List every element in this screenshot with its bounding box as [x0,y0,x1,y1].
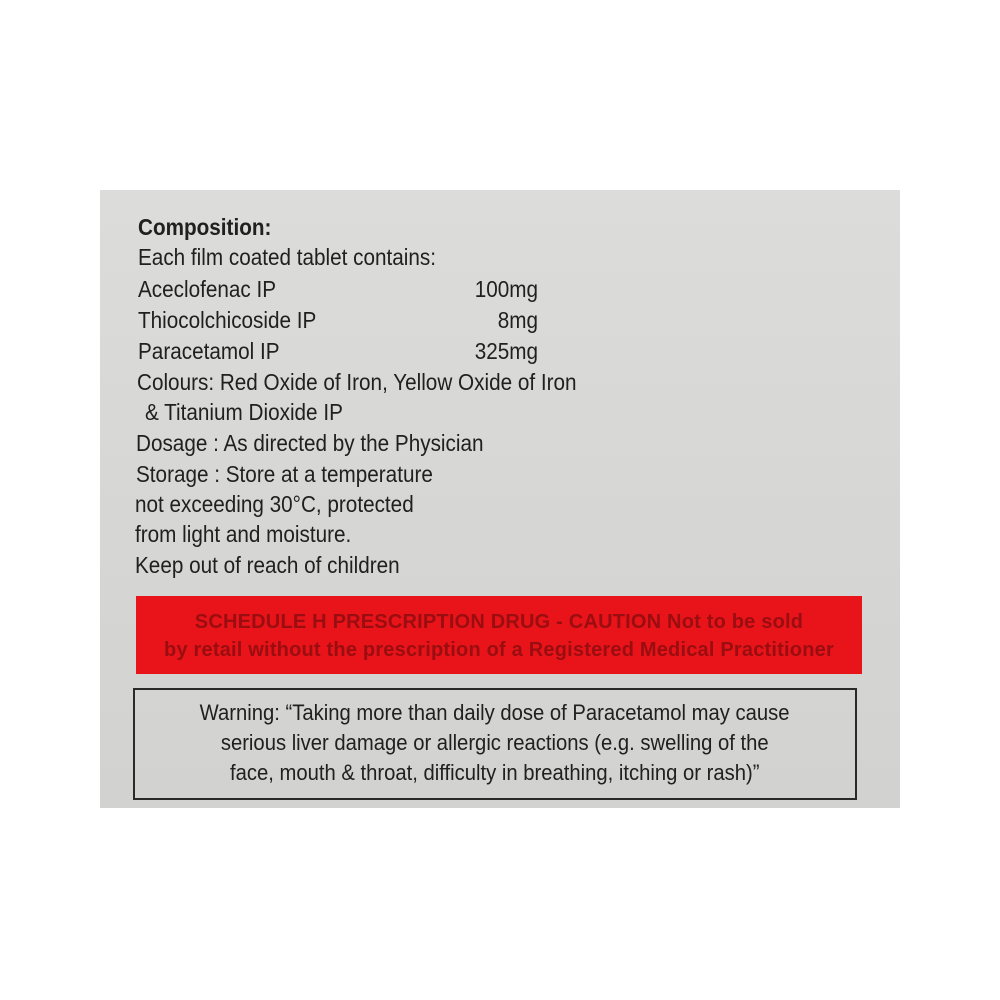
schedule-h-caution-box [136,596,862,674]
ingredient-amount-paracetamol: 325mg [474,338,538,364]
storage-line-3: from light and moisture. [135,521,352,547]
colours-line-1: Colours: Red Oxide of Iron, Yellow Oxide of Iron [137,369,577,395]
storage-line-2: not exceeding 30°C, protected [135,491,414,517]
ingredient-amount-aceclofenac: 100mg [474,276,538,302]
colours-line-2: & Titanium Dioxide IP [145,399,343,425]
warning-line-3: face, mouth & throat, difficulty in breathing, itching or rash)” [230,760,760,785]
warning-line-1: Warning: “Taking more than daily dose of Paracetamol may cause [200,700,790,725]
caution-line-1: SCHEDULE H PRESCRIPTION DRUG - CAUTION Not to be sold [194,611,804,633]
composition-heading: Composition: [138,214,272,240]
composition-intro: Each film coated tablet contains: [138,244,437,270]
warning-line-2: serious liver damage or allergic reactions (e.g. swelling of the [221,730,769,755]
ingredient-amount-thiocolchicoside: 8mg [497,307,538,333]
ingredient-name-paracetamol: Paracetamol IP [138,338,280,364]
dosage-text: Dosage : As directed by the Physician [136,430,484,456]
caution-line-2: by retail without the prescription of a Registered Medical Practitioner [164,639,834,661]
paracetamol-warning-box [133,688,857,800]
medicine-label-panel [100,190,900,808]
keep-away-from-children: Keep out of reach of children [135,552,400,578]
ingredient-name-aceclofenac: Aceclofenac IP [138,276,277,302]
storage-line-1: Storage : Store at a temperature [136,461,433,487]
ingredient-name-thiocolchicoside: Thiocolchicoside IP [138,307,317,333]
